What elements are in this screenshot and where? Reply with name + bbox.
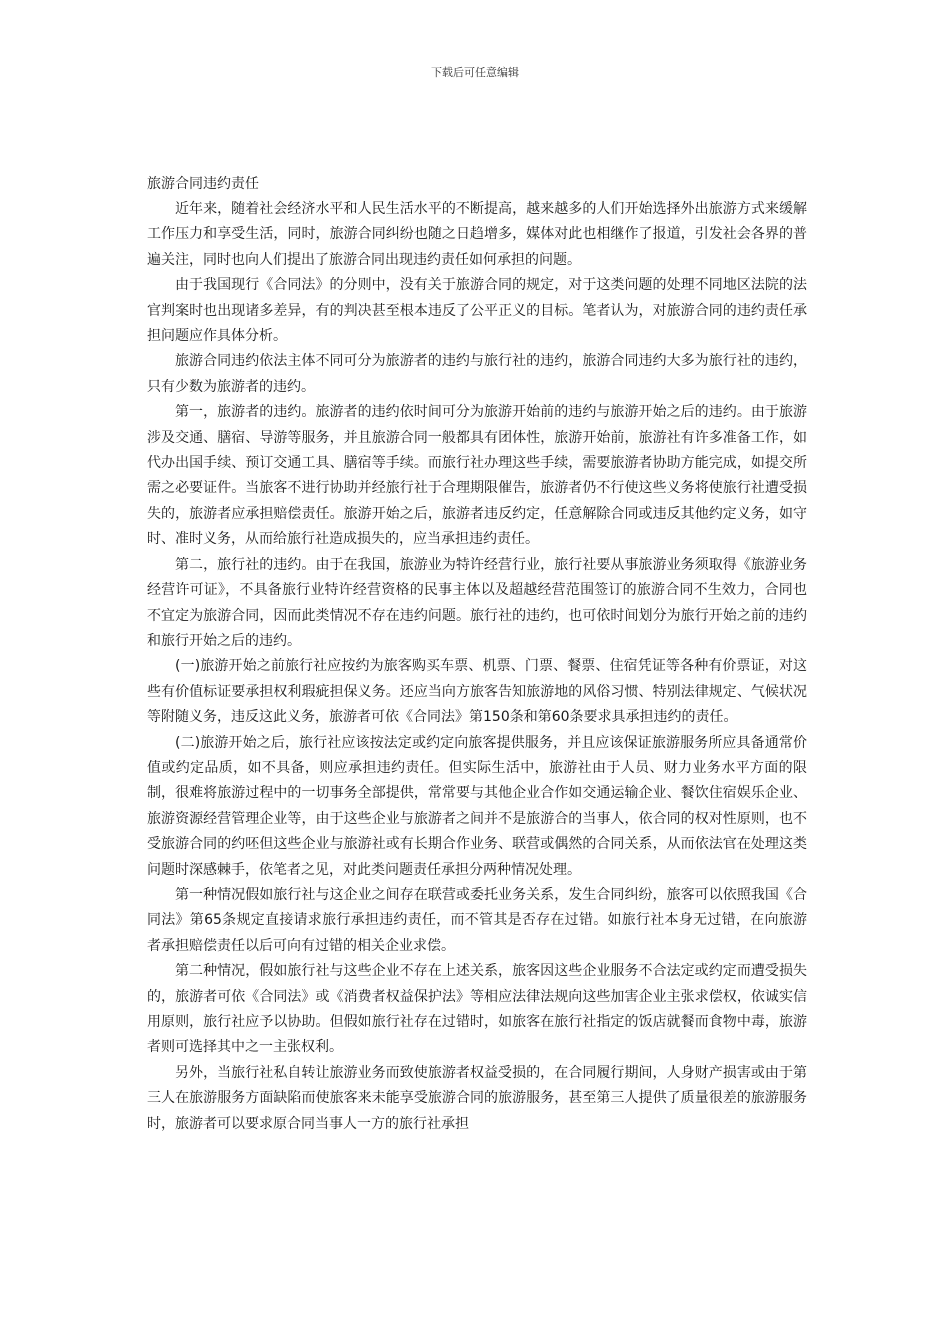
- paragraph-breach-subjects: 旅游合同违约依法主体不同可分为旅游者的违约与旅行社的违约，旅游合同违约大多为旅行社的违约，只有少数为旅游者的违约。: [147, 353, 807, 395]
- paragraph-case-two: 第二种情况，假如旅行社与这些企业不存在上述关系，旅客因这些企业服务不合法定或约定而遭受损失的，旅游者可依《合同法》或《消费者权益保护法》等相应法律法规向这些加害企业主张求偿权，依诚实信用原则，旅行社应予以协助。但假如旅行社存在过错时，如旅客在旅行社指定的饭店就餐而食物中毒，旅游者则可选择其中之一主张权利。: [147, 963, 807, 1056]
- paragraph-after-trip: (二)旅游开始之后，旅行社应该按法定或约定向旅客提供服务，并且应该保证旅游服务所应具备通常价值或约定品质，如不具备，则应承担违约责任。但实际生活中，旅游社由于人员、财力业务水平方面的限制，很难将旅游过程中的一切事务全部提供，常常要与其他企业合作如交通运输企业、餐饮住宿娱乐企业、旅游资源经营管理企业等，由于这些企业与旅游者之间并不是旅游合的当事人，依合同的权对性原则，也不受旅游合同的约呸但这些企业与旅游社或有长期合作业务、联营或偶然的合同关系，从而依法官在处理这类问题时深感棘手，依笔者之见，对此类问题责任承担分两种情况处理。: [147, 734, 807, 878]
- document-body: [147, 172, 807, 1137]
- paragraph-contract-law: 由于我国现行《合同法》的分则中，没有关于旅游合同的规定，对于这类问题的处理不同地区法院的法官判案时也出现诸多差异，有的判决甚至根本违反了公平正义的目标。笔者认为，对旅游合同的违约责任承担问题应作具体分析。: [147, 277, 807, 345]
- document-title: 旅游合同违约责任: [147, 176, 259, 192]
- paragraph-tourist-breach: 第一，旅游者的违约。旅游者的违约依时间可分为旅游开始前的违约与旅游开始之后的违约。由于旅游涉及交通、膳宿、导游等服务，并且旅游合同一般都具有团体性，旅游开始前，旅游社有许多准备工作，如代办出国手续、预订交通工具、膳宿等手续。而旅行社办理这些手续，需要旅游者协助方能完成，如提交所需之必要证件。当旅客不进行协助并经旅行社于合理期限催告，旅游者仍不行使这些义务将使旅行社遭受损失的，旅游者应承担赔偿责任。旅游开始之后，旅游者违反约定，任意解除合同或违反其他约定义务，如守时、准时义务，从而给旅行社造成损失的，应当承担违约责任。: [147, 404, 807, 548]
- paragraph-before-trip: (一)旅游开始之前旅行社应按约为旅客购买车票、机票、门票、餐票、住宿凭证等各种有价票证，对这些有价值标证要承担权利瑕疵担保义务。还应当向方旅客告知旅游地的风俗习惯、特别法律规定、气候状况等附随义务，违反这此义务，旅游者可依《合同法》第150条和第60条要求具承担违约的责任。: [147, 658, 807, 726]
- page-header: 下载后可任意编辑: [431, 66, 519, 79]
- paragraph-agency-breach: 第二，旅行社的违约。由于在我国，旅游业为特许经营行业，旅行社要从事旅游业务须取得《旅游业务经营许可证》，不具备旅行业特许经营资格的民事主体以及超越经营范围签订的旅游合同不生效力，合同也不宜定为旅游合同，因而此类情况不存在违约问题。旅行社的违约，也可依时间划分为旅行开始之前的违约和旅行开始之后的违约。: [147, 556, 807, 649]
- paragraph-additional: 另外，当旅行社私自转让旅游业务而致使旅游者权益受损的，在合同履行期间，人身财产损害或由于第三人在旅游服务方面缺陷而使旅客来未能享受旅游合同的旅游服务，甚至第三人提供了质量很差的旅游服务时，旅游者可以要求原合同当事人一方的旅行社承担: [147, 1064, 807, 1132]
- paragraph-case-one: 第一种情况假如旅行社与这企业之间存在联营或委托业务关系，发生合同纠纷，旅客可以依照我国《合同法》第65条规定直接请求旅行承担违约责任，而不管其是否存在过错。如旅行社本身无过错，在向旅游者承担赔偿责任以后可向有过错的相关企业求偿。: [147, 886, 807, 954]
- paragraph-intro: 近年来，随着社会经济水平和人民生活水平的不断提高，越来越多的人们开始选择外出旅游方式来缓解工作压力和享受生活，同时，旅游合同纠纷也随之日趋增多，媒体对此也相继作了报道，引发社会各界的普遍关注，同时也向人们提出了旅游合同出现违约责任如何承担的问题。: [147, 201, 807, 268]
